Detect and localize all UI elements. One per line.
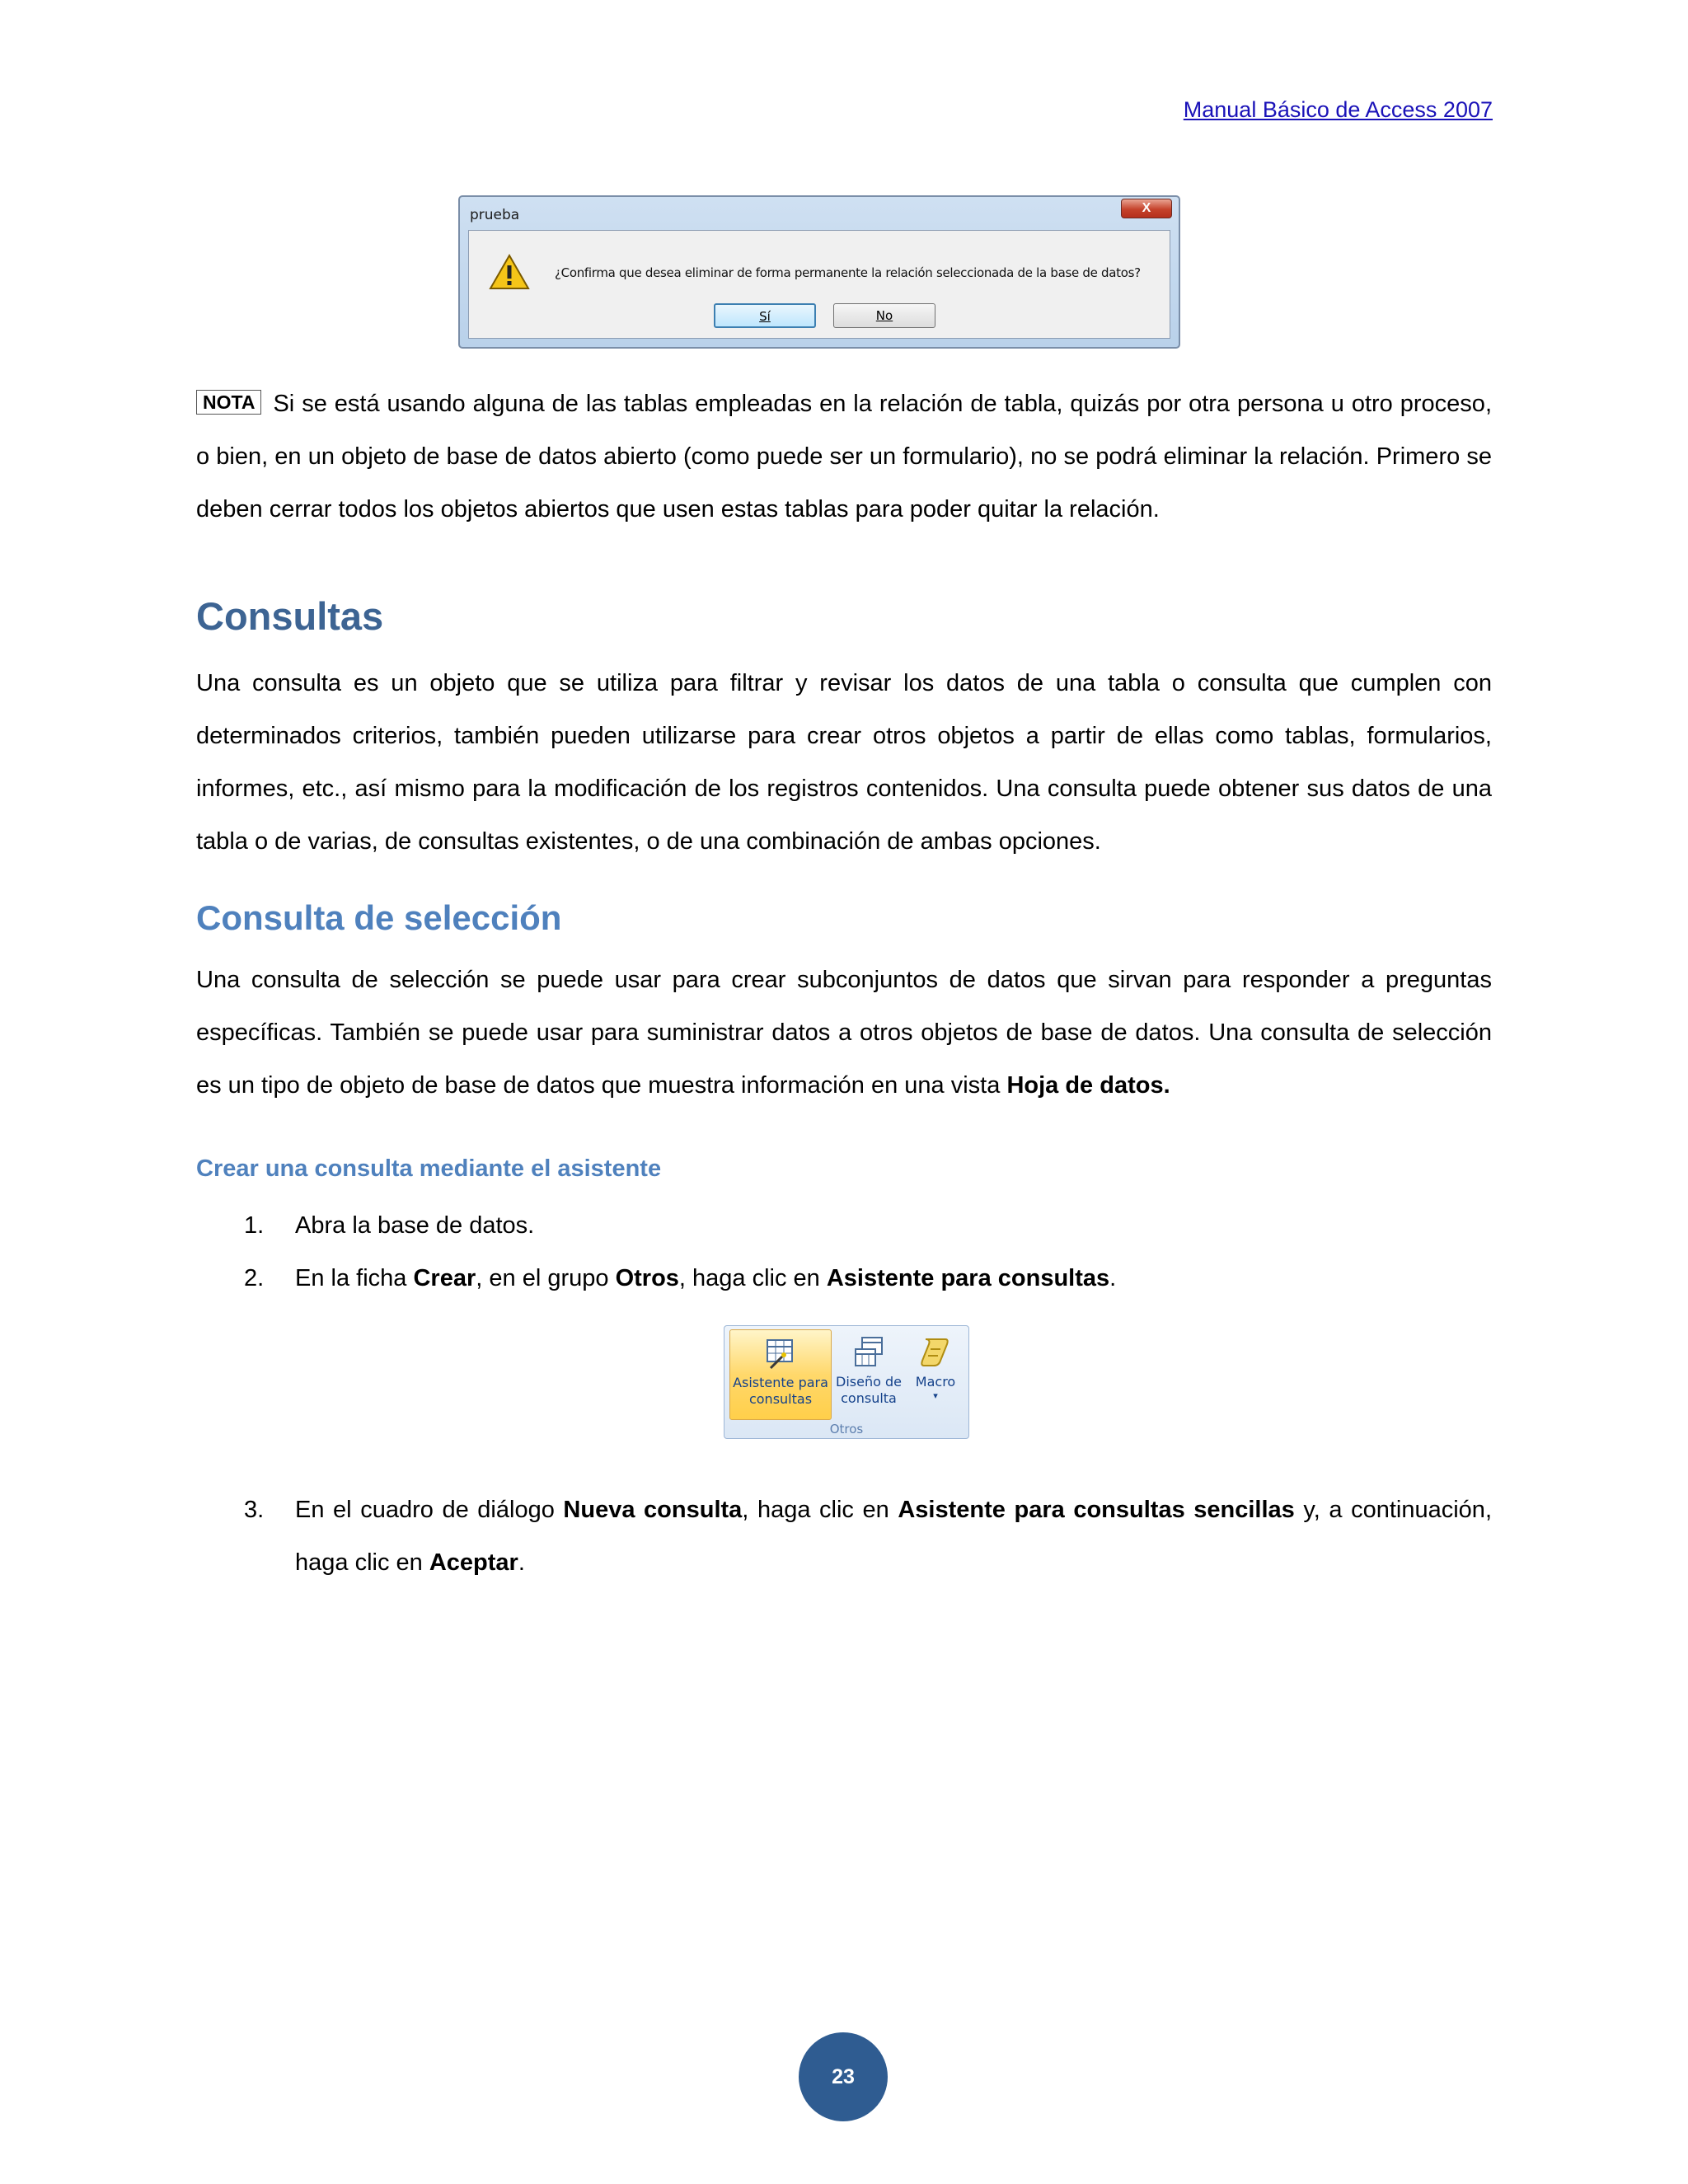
query-wizard-label-1: Asistente para	[733, 1375, 828, 1390]
dialog-message: ¿Confirma que desea eliminar de forma permanente la relación seleccionada de la base de datos?	[555, 265, 1141, 280]
consultas-paragraph: Una consulta es un objeto que se utiliza para filtrar y revisar los datos de una tabla o consulta que cumplen con determinados criterios, también pueden utilizarse para crear otros objetos a partir de ellas como tablas, formularios, informes, etc., así mismo para la modificación de los registros contenidos. Una consulta puede obtener sus datos de una tabla o de varias, de consultas existentes, o de una combinación de ambas opciones.	[196, 670, 1492, 855]
heading-consultas: Consultas	[196, 594, 384, 638]
step-number: 3.	[244, 1497, 265, 1523]
step-number: 2.	[244, 1265, 265, 1291]
note-text: Si se está usando alguna de las tablas empleadas en la relación de tabla, quizás por otra persona u otro proceso, o bien, en un objeto de base de datos abierto (como puede ser un formulario), no se podrá eliminar la relación. Primero se deben cerrar todos los objetos abiertos que usen estas tablas para poder quitar la relación.	[196, 391, 1492, 523]
yes-button[interactable]: Sí	[714, 303, 816, 328]
seleccion-paragraph	[196, 954, 1492, 1112]
chevron-down-icon: ▾	[933, 1390, 938, 1401]
step-text: En el cuadro de diálogo Nueva consulta, haga clic en Asistente para consultas sencillas y, a continuación, haga clic en Aceptar.	[295, 1497, 1492, 1576]
dialog-title: prueba	[470, 207, 520, 223]
header-title-link[interactable]: Manual Básico de Access 2007	[1183, 97, 1493, 122]
query-design-icon	[852, 1334, 885, 1371]
delete-relation-dialog	[458, 195, 1180, 349]
dialog-body	[468, 230, 1170, 339]
no-button[interactable]: No	[833, 303, 935, 328]
note-paragraph	[196, 377, 1492, 536]
warning-icon	[489, 254, 530, 290]
query-wizard-icon	[764, 1335, 797, 1371]
ribbon-group-label: Otros	[829, 1422, 864, 1436]
macro-button[interactable]	[907, 1329, 964, 1420]
dialog-close-button[interactable]: X	[1121, 199, 1172, 218]
query-wizard-button[interactable]	[729, 1329, 832, 1420]
list-item	[196, 1199, 1492, 1252]
seleccion-text: Una consulta de selección se puede usar para crear subconjuntos de datos que sirvan para responder a preguntas específicas. También se puede usar para suministrar datos a otros objetos de base de datos. Una consulta de selección es un tipo de objeto de base de datos que muestra información en una vista	[196, 967, 1492, 1099]
step-text: Abra la base de datos.	[295, 1212, 535, 1239]
step-text: En la ficha Crear, en el grupo Otros, haga clic en Asistente para consultas.	[295, 1265, 1117, 1291]
ribbon-group-otros	[724, 1325, 969, 1439]
heading-crear-consulta-asistente: Crear una consulta mediante el asistente	[196, 1155, 662, 1182]
query-design-label-2: consulta	[841, 1390, 897, 1406]
query-wizard-label-2: consultas	[748, 1391, 813, 1407]
nota-badge: NOTA	[196, 390, 261, 415]
list-item	[196, 1252, 1492, 1305]
step-number: 1.	[244, 1212, 265, 1239]
query-design-button[interactable]	[833, 1329, 904, 1420]
query-design-label-1: Diseño de	[836, 1374, 902, 1390]
seleccion-bold: Hoja de datos.	[1006, 1072, 1170, 1099]
list-item	[196, 1483, 1492, 1589]
heading-consulta-seleccion: Consulta de selección	[196, 898, 562, 937]
macro-label: Macro	[915, 1374, 956, 1390]
macro-scroll-icon	[919, 1334, 952, 1371]
page-number-badge: 23	[799, 2032, 888, 2121]
